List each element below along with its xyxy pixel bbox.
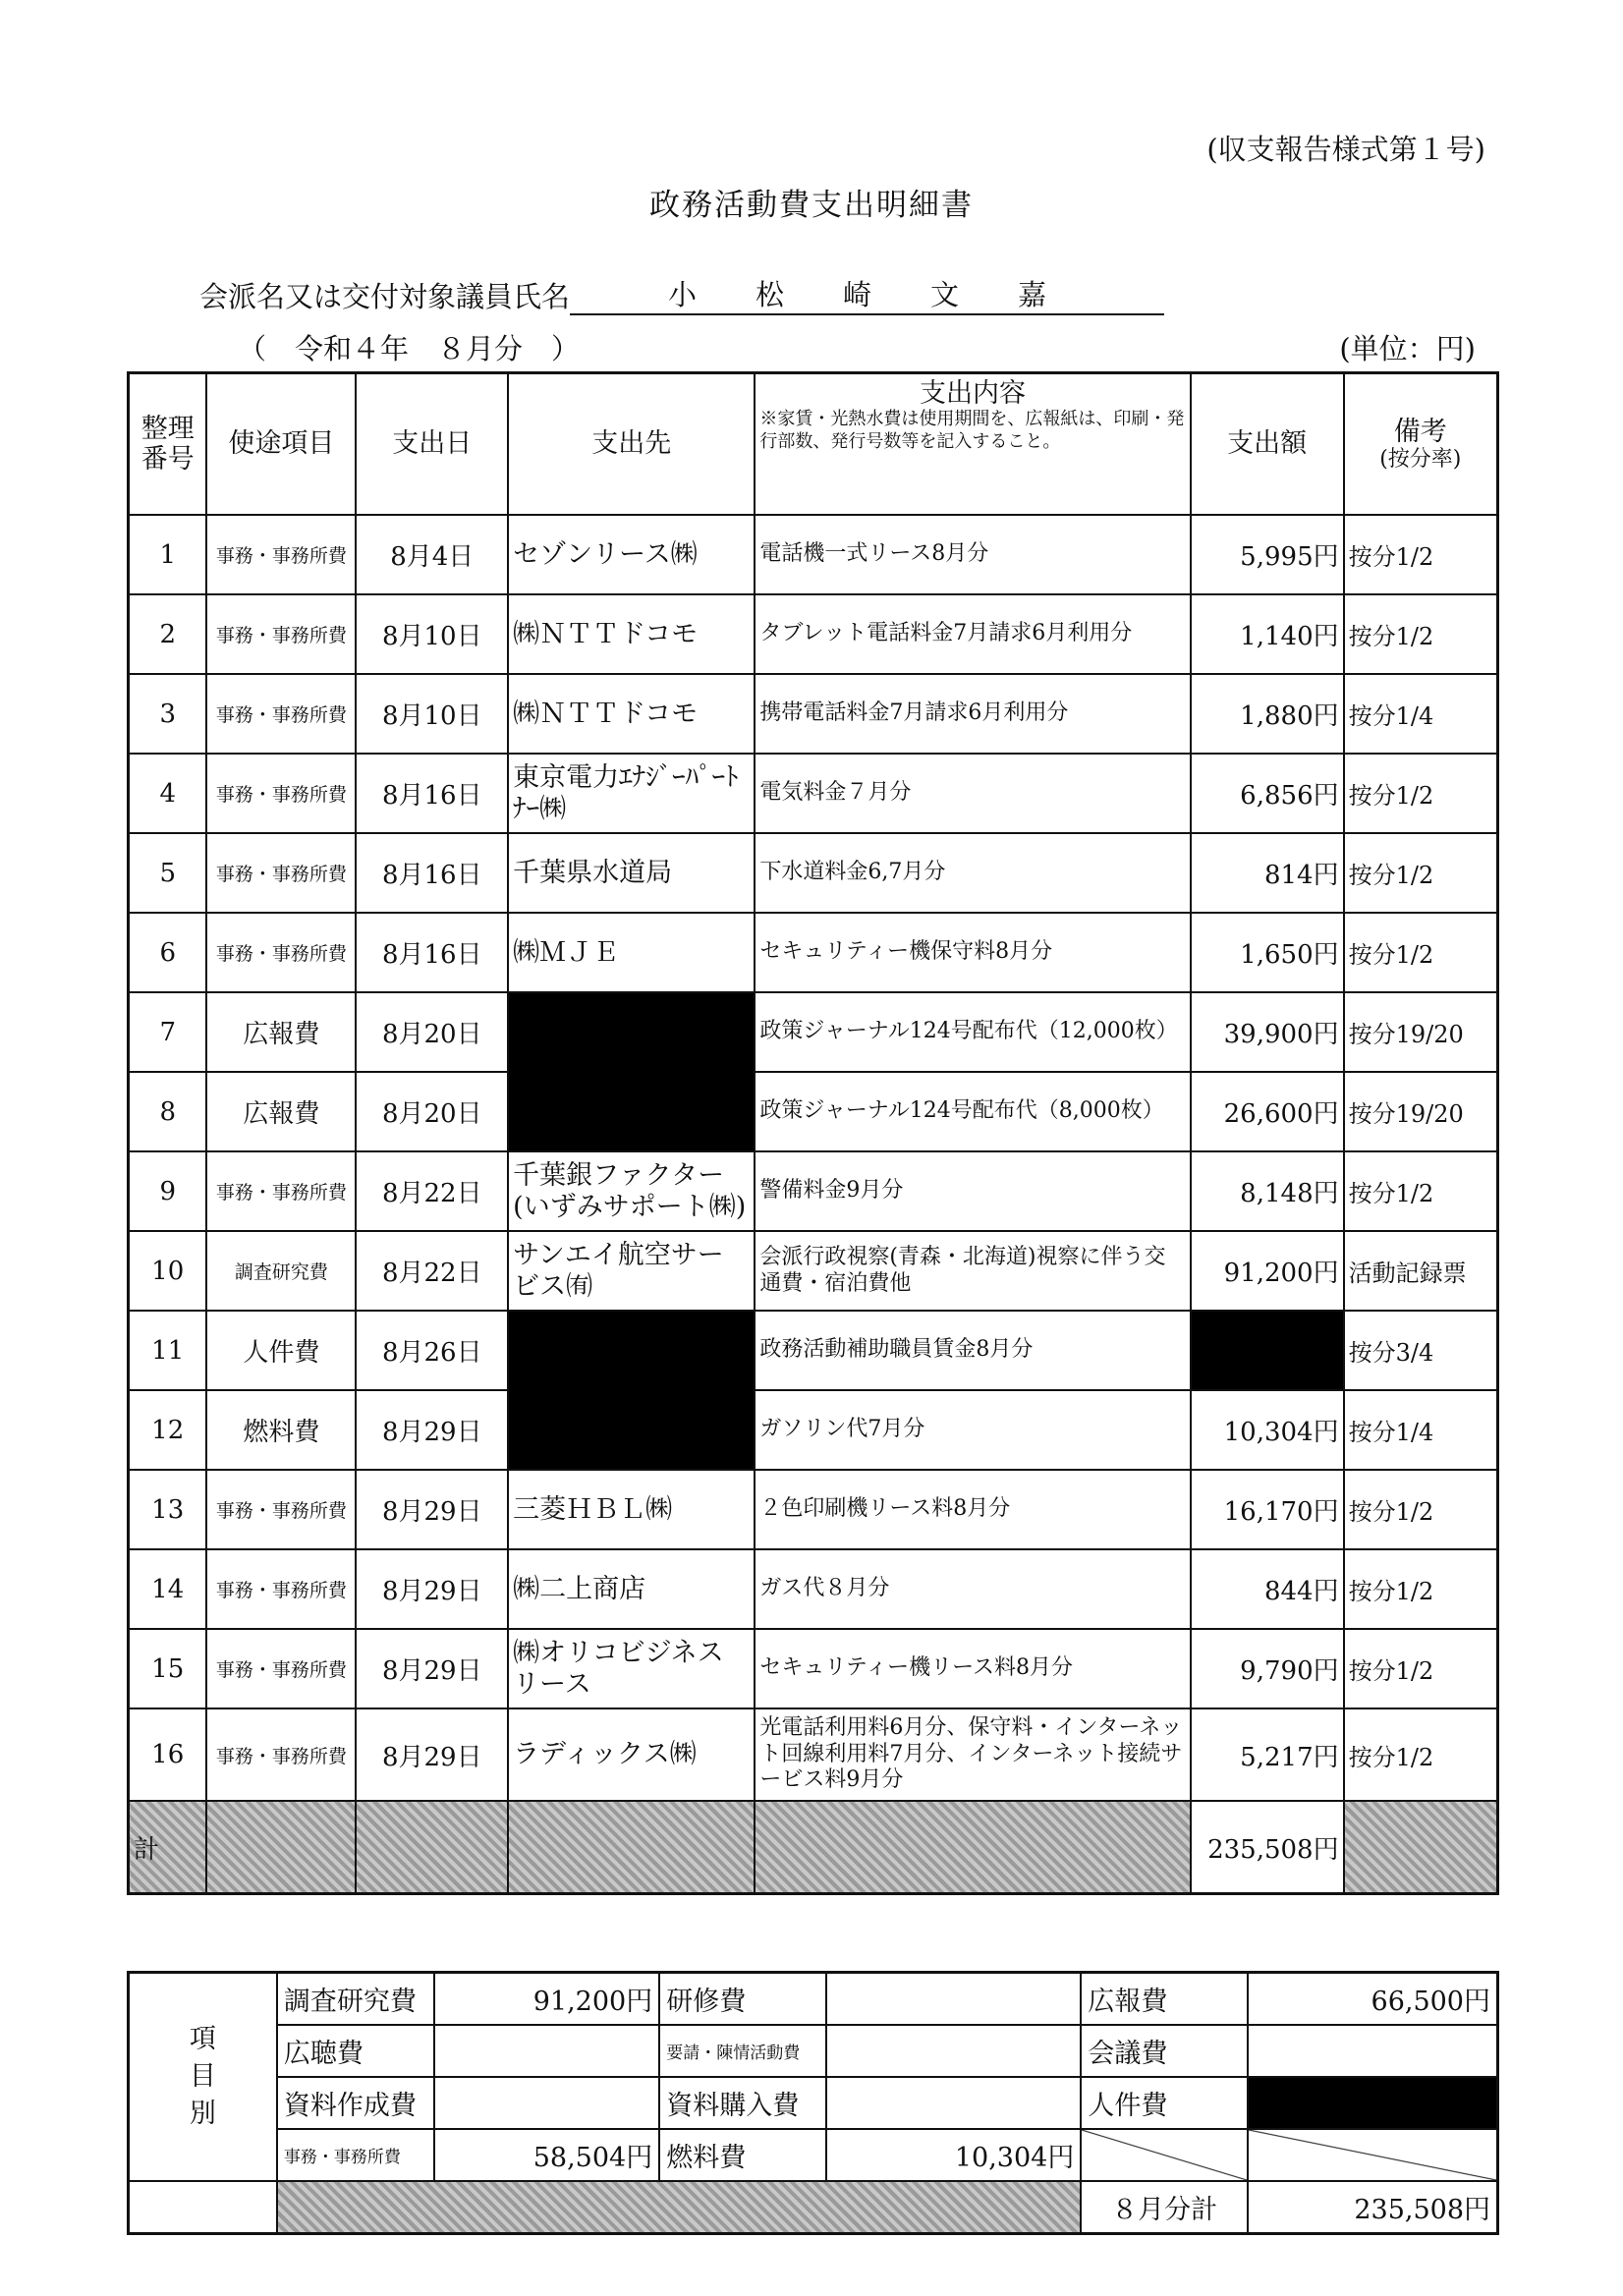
member-name-row (199, 273, 1164, 315)
petition-label: 要請・陳情活動費 (659, 2025, 826, 2077)
row-amount: 814円 (1191, 833, 1344, 913)
table-row (129, 992, 1498, 1072)
total-amount: 235,508円 (1191, 1801, 1344, 1894)
table-row (129, 754, 1498, 833)
row-date: 8月29日 (356, 1629, 508, 1708)
row-content: 下水道料金6,7月分 (755, 833, 1190, 913)
row-amount: 1,880円 (1191, 674, 1344, 754)
row-date: 8月22日 (356, 1151, 508, 1231)
row-payee-redacted (508, 1311, 755, 1470)
row-category: 事務・事務所費 (206, 833, 356, 913)
form-number: (収支報告様式第１号) (1206, 133, 1485, 166)
row-payee: ㈱ＭＪＥ (508, 913, 755, 992)
total-label: 計 (129, 1801, 207, 1894)
table-row (129, 1151, 1498, 1231)
row-payee: ㈱オリコビジネスリース (508, 1629, 755, 1708)
row-content: 電話機一式リース8月分 (755, 515, 1190, 594)
row-number: 14 (129, 1549, 207, 1629)
row-number: 16 (129, 1708, 207, 1801)
hearing-value (434, 2025, 659, 2077)
personnel-label: 人件費 (1081, 2077, 1248, 2129)
member-name-label: 会派名又は交付対象議員氏名 (199, 280, 571, 313)
row-payee: ㈱ＮＴＴドコモ (508, 594, 755, 674)
row-amount: 6,856円 (1191, 754, 1344, 833)
row-number: 7 (129, 992, 207, 1072)
row-content: 政務活動補助職員賃金8月分 (755, 1311, 1190, 1390)
table-row (129, 1231, 1498, 1311)
row-number: 1 (129, 515, 207, 594)
row-remarks: 按分1/2 (1344, 515, 1498, 594)
row-category: 広報費 (206, 992, 356, 1072)
pr-value: 66,500円 (1248, 1973, 1497, 2026)
row-remarks: 按分1/2 (1344, 1629, 1498, 1708)
row-content: セキュリティー機保守料8月分 (755, 913, 1190, 992)
row-date: 8月10日 (356, 674, 508, 754)
row-category: 調査研究費 (206, 1231, 356, 1311)
table-row (129, 1549, 1498, 1629)
row-remarks: 按分19/20 (1344, 992, 1498, 1072)
petition-value (826, 2025, 1081, 2077)
row-remarks: 按分1/2 (1344, 913, 1498, 992)
col-header-remarks: 備考 (按分率) (1344, 373, 1498, 516)
row-payee: ㈱二上商店 (508, 1549, 755, 1629)
row-content: セキュリティー機リース料8月分 (755, 1629, 1190, 1708)
material-make-value (434, 2077, 659, 2129)
material-make-label: 資料作成費 (277, 2077, 434, 2129)
row-number: 12 (129, 1390, 207, 1470)
row-date: 8月20日 (356, 992, 508, 1072)
row-remarks: 按分1/2 (1344, 833, 1498, 913)
member-name-value: 小松崎文嘉 (570, 273, 1164, 315)
row-date: 8月10日 (356, 594, 508, 674)
row-payee: セゾンリース㈱ (508, 515, 755, 594)
row-amount: 1,140円 (1191, 594, 1344, 674)
row-remarks: 按分1/2 (1344, 594, 1498, 674)
row-content: 光電話利用料6月分、保守料・インターネット回線利用料7月分、インターネット接続サービス料9月分 (755, 1708, 1190, 1801)
research-value: 91,200円 (434, 1973, 659, 2026)
row-remarks: 按分1/2 (1344, 1708, 1498, 1801)
row-date: 8月16日 (356, 833, 508, 913)
training-value (826, 1973, 1081, 2026)
row-amount: 844円 (1191, 1549, 1344, 1629)
diagonal-blank (1248, 2129, 1497, 2181)
row-date: 8月16日 (356, 754, 508, 833)
row-remarks: 按分1/2 (1344, 1151, 1498, 1231)
row-remarks: 按分1/2 (1344, 754, 1498, 833)
col-header-no: 整理 番号 (129, 373, 207, 516)
row-remarks: 按分1/2 (1344, 1470, 1498, 1549)
diagonal-blank (1081, 2129, 1248, 2181)
row-remarks: 按分1/2 (1344, 1549, 1498, 1629)
row-remarks: 按分1/4 (1344, 1390, 1498, 1470)
row-number: 3 (129, 674, 207, 754)
row-category: 事務・事務所費 (206, 515, 356, 594)
fuel-value: 10,304円 (826, 2129, 1081, 2181)
row-category: 事務・事務所費 (206, 754, 356, 833)
row-content: ガス代８月分 (755, 1549, 1190, 1629)
row-category: 燃料費 (206, 1390, 356, 1470)
row-number: 11 (129, 1311, 207, 1390)
col-header-category: 使途項目 (206, 373, 356, 516)
period: （ 令和４年 ８月分 ） (238, 332, 581, 365)
row-payee-redacted (508, 992, 755, 1151)
personnel-value-redacted (1248, 2077, 1497, 2129)
row-remarks: 按分1/4 (1344, 674, 1498, 754)
table-row (129, 515, 1498, 594)
row-date: 8月29日 (356, 1470, 508, 1549)
row-amount: 26,600円 (1191, 1072, 1344, 1151)
row-amount: 5,217円 (1191, 1708, 1344, 1801)
row-payee: サンエイ航空サービス㈲ (508, 1231, 755, 1311)
row-content: 携帯電話料金7月請求6月利用分 (755, 674, 1190, 754)
row-date: 8月4日 (356, 515, 508, 594)
expense-table (127, 371, 1499, 1895)
table-row (129, 913, 1498, 992)
table-header-row (129, 373, 1498, 516)
row-amount: 5,995円 (1191, 515, 1344, 594)
col-header-content: 支出内容 ※家賃・光熱水費は使用期間を、広報紙は、印刷・発行部数、発行号数等を記入すること。 (755, 373, 1190, 516)
table-row (129, 674, 1498, 754)
row-number: 4 (129, 754, 207, 833)
row-date: 8月16日 (356, 913, 508, 992)
row-category: 事務・事務所費 (206, 1708, 356, 1801)
row-content: 政策ジャーナル124号配布代（8,000枚） (755, 1072, 1190, 1151)
row-number: 10 (129, 1231, 207, 1311)
row-category: 事務・事務所費 (206, 594, 356, 674)
row-payee: ㈱ＮＴＴドコモ (508, 674, 755, 754)
material-buy-label: 資料購入費 (659, 2077, 826, 2129)
table-row (129, 1072, 1498, 1151)
table-row (129, 833, 1498, 913)
summary-shaded-area (277, 2181, 1081, 2234)
row-amount: 10,304円 (1191, 1390, 1344, 1470)
row-remarks: 按分3/4 (1344, 1311, 1498, 1390)
row-payee: 千葉県水道局 (508, 833, 755, 913)
row-amount: 91,200円 (1191, 1231, 1344, 1311)
row-amount-redacted (1191, 1311, 1344, 1390)
training-label: 研修費 (659, 1973, 826, 2026)
fuel-label: 燃料費 (659, 2129, 826, 2181)
research-label: 調査研究費 (277, 1973, 434, 2026)
row-date: 8月29日 (356, 1549, 508, 1629)
office-label: 事務・事務所費 (277, 2129, 434, 2181)
material-buy-value (826, 2077, 1081, 2129)
table-row (129, 594, 1498, 674)
page-title: 政務活動費支出明細書 (649, 188, 974, 223)
row-number: 13 (129, 1470, 207, 1549)
category-summary-table (127, 1971, 1499, 2235)
row-date: 8月29日 (356, 1390, 508, 1470)
col-header-amount: 支出額 (1191, 373, 1344, 516)
pr-label: 広報費 (1081, 1973, 1248, 2026)
row-content: 政策ジャーナル124号配布代（12,000枚） (755, 992, 1190, 1072)
row-date: 8月20日 (356, 1072, 508, 1151)
row-payee: ラディックス㈱ (508, 1708, 755, 1801)
total-row (129, 1801, 1498, 1894)
unit-label: (単位：円) (1339, 332, 1476, 365)
row-category: 事務・事務所費 (206, 1470, 356, 1549)
hearing-label: 広聴費 (277, 2025, 434, 2077)
row-content: タブレット電話料金7月請求6月利用分 (755, 594, 1190, 674)
row-category: 事務・事務所費 (206, 674, 356, 754)
row-category: 事務・事務所費 (206, 1629, 356, 1708)
row-amount: 16,170円 (1191, 1470, 1344, 1549)
col-header-date: 支出日 (356, 373, 508, 516)
table-row (129, 1311, 1498, 1390)
row-number: 6 (129, 913, 207, 992)
row-date: 8月29日 (356, 1708, 508, 1801)
row-amount: 8,148円 (1191, 1151, 1344, 1231)
col-header-payee: 支出先 (508, 373, 755, 516)
row-category: 事務・事務所費 (206, 913, 356, 992)
row-content: ２色印刷機リース料8月分 (755, 1470, 1190, 1549)
row-amount: 9,790円 (1191, 1629, 1344, 1708)
month-total-value: 235,508円 (1248, 2181, 1497, 2234)
row-category: 事務・事務所費 (206, 1549, 356, 1629)
meeting-value (1248, 2025, 1497, 2077)
row-number: 15 (129, 1629, 207, 1708)
row-content: 会派行政視察(青森・北海道)視察に伴う交通費・宿泊費他 (755, 1231, 1190, 1311)
office-value: 58,504円 (434, 2129, 659, 2181)
row-content: 警備料金9月分 (755, 1151, 1190, 1231)
table-row (129, 1708, 1498, 1801)
month-total-label: ８月分計 (1081, 2181, 1248, 2234)
row-amount: 1,650円 (1191, 913, 1344, 992)
row-payee: 東京電力ｴﾅｼﾞｰﾊﾟｰﾄﾅｰ㈱ (508, 754, 755, 833)
table-row (129, 1629, 1498, 1708)
row-category: 事務・事務所費 (206, 1151, 356, 1231)
summary-heading: 項目別 (129, 1973, 277, 2182)
row-number: 8 (129, 1072, 207, 1151)
meeting-label: 会議費 (1081, 2025, 1248, 2077)
table-row (129, 1470, 1498, 1549)
row-category: 人件費 (206, 1311, 356, 1390)
row-date: 8月26日 (356, 1311, 508, 1390)
row-content: ガソリン代7月分 (755, 1390, 1190, 1470)
row-amount: 39,900円 (1191, 992, 1344, 1072)
row-payee: 千葉銀ファクター(いずみサポート㈱) (508, 1151, 755, 1231)
row-number: 5 (129, 833, 207, 913)
row-category: 広報費 (206, 1072, 356, 1151)
row-payee: 三菱ＨＢＬ㈱ (508, 1470, 755, 1549)
row-date: 8月22日 (356, 1231, 508, 1311)
table-row (129, 1390, 1498, 1470)
row-number: 2 (129, 594, 207, 674)
row-remarks: 按分19/20 (1344, 1072, 1498, 1151)
row-number: 9 (129, 1151, 207, 1231)
row-remarks: 活動記録票 (1344, 1231, 1498, 1311)
row-content: 電気料金７月分 (755, 754, 1190, 833)
